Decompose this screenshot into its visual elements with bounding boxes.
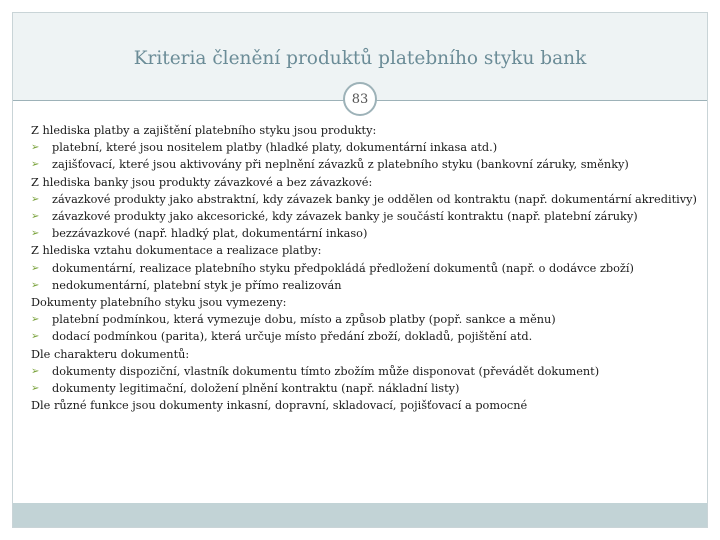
bullet-item	[31, 328, 703, 345]
bullet-item	[31, 277, 703, 294]
bullet-text: platební, které jsou nositelem platby (hladké platy, dokumentární inkasa atd.)	[52, 141, 498, 155]
bullet-item	[31, 311, 703, 328]
bullet-item	[31, 225, 703, 242]
bullet-text: dodací podmínkou (parita), která určuje místo předání zboží, dokladů, pojištění atd.	[52, 330, 533, 344]
bullet-text: dokumenty dispoziční, vlastník dokumentu tímto zbožím může disponovat (převádět dokument)	[52, 364, 600, 378]
bullet-item	[31, 363, 703, 380]
section-heading: Z hlediska platby a zajištění platebního styku jsou produkty:	[31, 124, 377, 137]
section-heading: Z hlediska vztahu dokumentace a realizace platby:	[31, 244, 322, 258]
bullet-item	[31, 260, 703, 277]
arrowhead-bullet-icon: ➢	[31, 211, 40, 223]
page-number-badge	[343, 82, 377, 116]
slide-title: Kriteria členění produktů platebního styku bank	[133, 48, 587, 69]
bullet-item	[31, 208, 703, 225]
bullet-text: závazkové produkty jako akcesorické, kdy závazek banky je součástí kontraktu (např. platební záruky)	[52, 210, 638, 224]
footer-band	[13, 503, 707, 527]
arrowhead-bullet-icon: ➢	[31, 279, 40, 291]
bullet-text: zajišťovací, které jsou aktivovány při neplnění závazků z platebního styku (bankovní záruky, směnky)	[52, 158, 629, 172]
section-heading: Z hlediska banky jsou produkty závazkové a bez závazkové:	[31, 175, 373, 189]
section-heading: Dle různé funkce jsou dokumenty inkasní, dopravní, skladovací, pojišťovací a pomocné	[31, 399, 528, 413]
bullet-text: nedokumentární, platební styk je přímo realizován	[52, 278, 342, 292]
bullet-text: bezzávazkové (např. hladký plat, dokumentární inkaso)	[52, 227, 368, 241]
page-number: 83	[351, 91, 369, 107]
bullet-item	[31, 156, 703, 173]
bullet-text: dokumenty legitimační, doložení plnění kontraktu (např. nákladní listy)	[52, 382, 460, 396]
bullet-item	[31, 139, 703, 156]
arrowhead-bullet-icon: ➢	[31, 228, 40, 240]
arrowhead-bullet-icon: ➢	[31, 365, 40, 377]
arrowhead-bullet-icon: ➢	[31, 159, 40, 171]
slide-content	[31, 122, 703, 414]
section-heading: Dokumenty platebního styku jsou vymezeny:	[31, 296, 287, 310]
arrowhead-bullet-icon: ➢	[31, 193, 40, 205]
section-heading: Dle charakteru dokumentů:	[31, 347, 190, 361]
arrowhead-bullet-icon: ➢	[31, 314, 40, 326]
arrowhead-bullet-icon: ➢	[31, 383, 40, 395]
arrowhead-bullet-icon: ➢	[31, 262, 40, 274]
bullet-item	[31, 380, 703, 397]
bullet-item	[31, 191, 703, 208]
bullet-text: platební podmínkou, která vymezuje dobu, místo a způsob platby (popř. sankce a měnu)	[52, 313, 556, 327]
arrowhead-bullet-icon: ➢	[31, 331, 40, 343]
bullet-text: dokumentární, realizace platebního styku předpokládá předložení dokumentů (např. o dodávce zboží)	[52, 261, 634, 275]
arrowhead-bullet-icon: ➢	[31, 142, 40, 154]
bullet-text: závazkové produkty jako abstraktní, kdy závazek banky je oddělen od kontraktu (např. dokumentární akreditivy)	[52, 192, 697, 206]
